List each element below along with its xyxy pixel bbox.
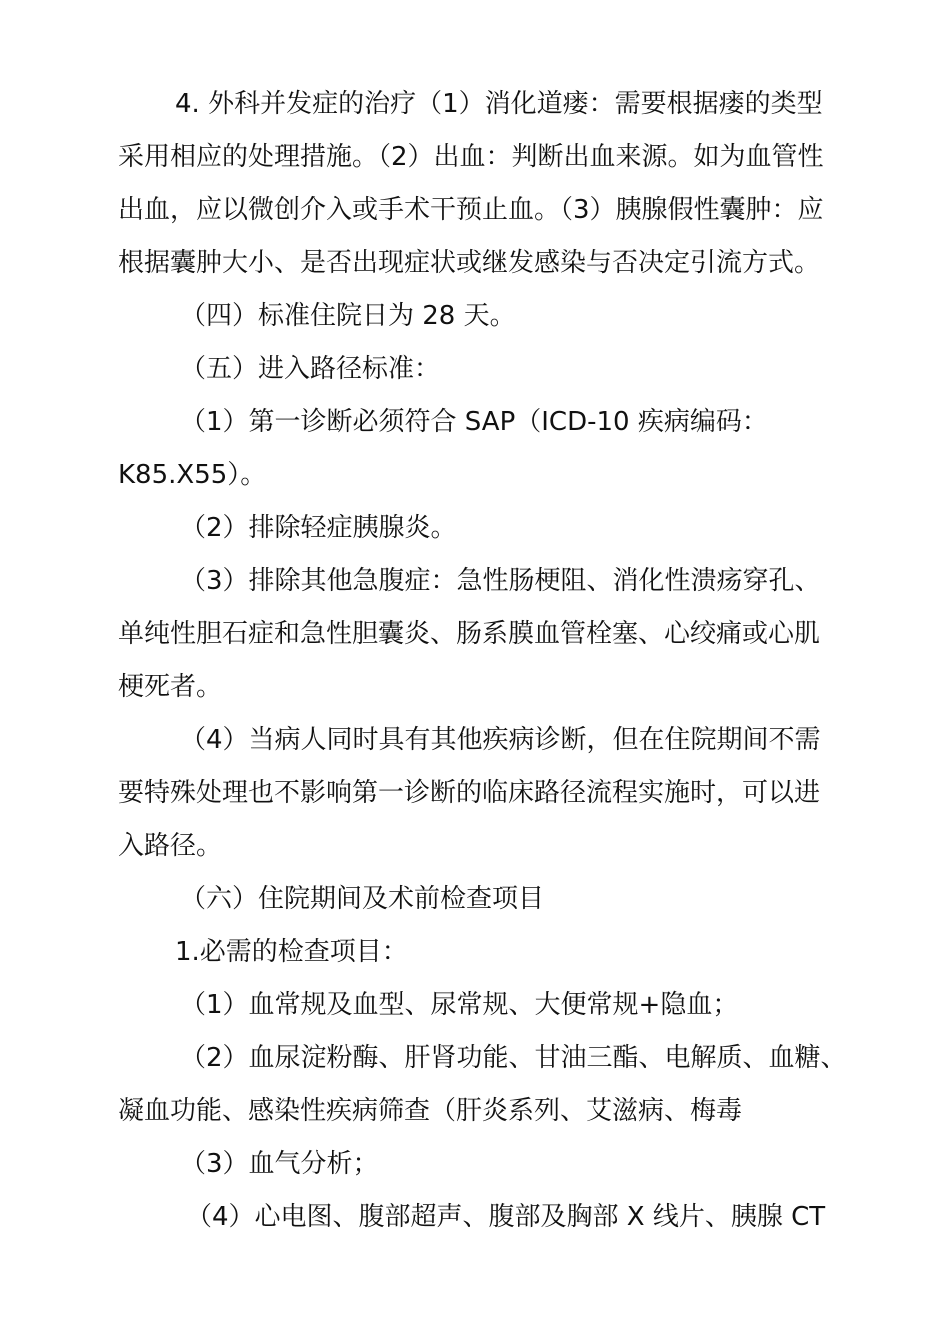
section-heading: （六）住院期间及术前检查项目	[180, 884, 545, 914]
text-line: 单纯性胆石症和急性胆囊炎、肠系膜血管栓塞、心绞痛或心肌	[118, 619, 821, 649]
text-line: 凝血功能、感染性疾病筛查（肝炎系列、艾滋病、梅毒	[118, 1096, 743, 1126]
text-line: （2）血尿淀粉酶、肝肾功能、甘油三酯、电解质、血糖、	[180, 1043, 847, 1073]
text-line: 出血，应以微创介入或手术干预止血。（3）胰腺假性囊肿：应	[118, 195, 824, 225]
text-line: 4. 外科并发症的治疗（1）消化道瘘：需要根据瘘的类型	[175, 89, 823, 119]
section-heading: （四）标准住院日为 28 天。	[180, 301, 516, 331]
text-line: 1.必需的检查项目：	[175, 937, 408, 967]
text-line: 采用相应的处理措施。（2）出血：判断出血来源。如为血管性	[118, 142, 824, 172]
text-line: K85.X55）。	[118, 460, 267, 490]
text-line: （3）血气分析；	[180, 1149, 379, 1179]
text-line: （1）血常规及血型、尿常规、大便常规+隐血；	[180, 990, 739, 1020]
text-line: （4）当病人同时具有其他疾病诊断，但在住院期间不需	[180, 725, 821, 755]
text-line: 入路径。	[118, 831, 223, 861]
text-line: 要特殊处理也不影响第一诊断的临床路径流程实施时，可以进	[118, 778, 821, 808]
text-line: （4）心电图、腹部超声、腹部及胸部 X 线片、胰腺 CT	[186, 1202, 826, 1232]
text-line: （2）排除轻症胰腺炎。	[180, 513, 457, 543]
section-heading: （五）进入路径标准：	[180, 354, 441, 384]
text-line: 根据囊肿大小、是否出现症状或继发感染与否决定引流方式。	[118, 248, 821, 278]
text-line: 梗死者。	[118, 672, 223, 702]
text-line: （3）排除其他急腹症：急性肠梗阻、消化性溃疡穿孔、	[180, 566, 821, 596]
text-line: （1）第一诊断必须符合 SAP（ICD-10 疾病编码：	[180, 407, 768, 437]
